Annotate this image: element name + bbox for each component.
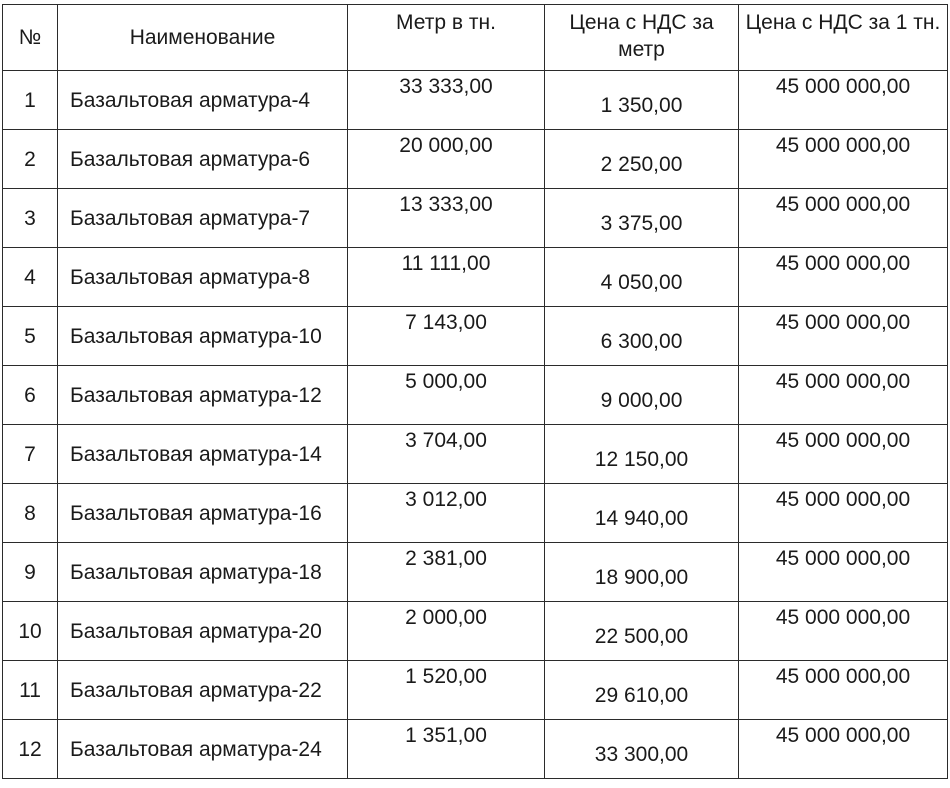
cell-name: Базальтовая арматура-20: [58, 602, 348, 661]
cell-price-per-meter: 29 610,00: [545, 661, 739, 720]
cell-meters-per-ton: 1 351,00: [348, 720, 545, 779]
cell-meters-per-ton: 7 143,00: [348, 307, 545, 366]
cell-meters-per-ton: 11 111,00: [348, 248, 545, 307]
table-row: [3, 484, 948, 543]
cell-price-per-meter: 1 350,00: [545, 71, 739, 130]
cell-name: Базальтовая арматура-6: [58, 130, 348, 189]
table-row: [3, 366, 948, 425]
cell-name: Базальтовая арматура-14: [58, 425, 348, 484]
cell-price-per-meter: 9 000,00: [545, 366, 739, 425]
cell-meters-per-ton: 33 333,00: [348, 71, 545, 130]
cell-price-per-ton: 45 000 000,00: [739, 189, 948, 248]
table-row: [3, 130, 948, 189]
cell-meters-per-ton: 2 381,00: [348, 543, 545, 602]
table-row: [3, 248, 948, 307]
table-row: [3, 189, 948, 248]
cell-num: 4: [3, 248, 58, 307]
cell-meters-per-ton: 20 000,00: [348, 130, 545, 189]
cell-price-per-ton: 45 000 000,00: [739, 602, 948, 661]
cell-name: Базальтовая арматура-22: [58, 661, 348, 720]
header-price-per-ton: Цена с НДС за 1 тн.: [739, 5, 948, 71]
cell-num: 5: [3, 307, 58, 366]
cell-meters-per-ton: 1 520,00: [348, 661, 545, 720]
table-row: [3, 602, 948, 661]
cell-name: Базальтовая арматура-12: [58, 366, 348, 425]
cell-num: 10: [3, 602, 58, 661]
cell-price-per-ton: 45 000 000,00: [739, 484, 948, 543]
table-body: [3, 71, 948, 779]
cell-price-per-meter: 2 250,00: [545, 130, 739, 189]
cell-price-per-ton: 45 000 000,00: [739, 71, 948, 130]
cell-price-per-ton: 45 000 000,00: [739, 366, 948, 425]
cell-price-per-meter: 12 150,00: [545, 425, 739, 484]
table-row: [3, 71, 948, 130]
cell-price-per-ton: 45 000 000,00: [739, 307, 948, 366]
cell-name: Базальтовая арматура-16: [58, 484, 348, 543]
cell-name: Базальтовая арматура-10: [58, 307, 348, 366]
cell-name: Базальтовая арматура-4: [58, 71, 348, 130]
cell-num: 3: [3, 189, 58, 248]
cell-price-per-meter: 4 050,00: [545, 248, 739, 307]
cell-name: Базальтовая арматура-7: [58, 189, 348, 248]
cell-price-per-meter: 14 940,00: [545, 484, 739, 543]
table-row: [3, 661, 948, 720]
cell-meters-per-ton: 2 000,00: [348, 602, 545, 661]
cell-meters-per-ton: 5 000,00: [348, 366, 545, 425]
cell-price-per-meter: 6 300,00: [545, 307, 739, 366]
cell-price-per-ton: 45 000 000,00: [739, 130, 948, 189]
cell-name: Базальтовая арматура-18: [58, 543, 348, 602]
cell-price-per-meter: 22 500,00: [545, 602, 739, 661]
cell-price-per-ton: 45 000 000,00: [739, 248, 948, 307]
cell-price-per-ton: 45 000 000,00: [739, 661, 948, 720]
table-row: [3, 307, 948, 366]
header-num: №: [3, 5, 58, 71]
cell-num: 2: [3, 130, 58, 189]
cell-meters-per-ton: 3 704,00: [348, 425, 545, 484]
header-row: [3, 5, 948, 71]
cell-price-per-ton: 45 000 000,00: [739, 720, 948, 779]
cell-num: 1: [3, 71, 58, 130]
cell-num: 8: [3, 484, 58, 543]
cell-num: 9: [3, 543, 58, 602]
table-row: [3, 425, 948, 484]
cell-num: 6: [3, 366, 58, 425]
cell-price-per-ton: 45 000 000,00: [739, 425, 948, 484]
cell-meters-per-ton: 3 012,00: [348, 484, 545, 543]
header-price-per-meter: Цена с НДС за метр: [545, 5, 739, 71]
cell-num: 7: [3, 425, 58, 484]
cell-name: Базальтовая арматура-8: [58, 248, 348, 307]
cell-name: Базальтовая арматура-24: [58, 720, 348, 779]
cell-meters-per-ton: 13 333,00: [348, 189, 545, 248]
cell-price-per-meter: 18 900,00: [545, 543, 739, 602]
table-row: [3, 720, 948, 779]
price-table: [2, 4, 948, 779]
cell-num: 12: [3, 720, 58, 779]
cell-price-per-ton: 45 000 000,00: [739, 543, 948, 602]
table-row: [3, 543, 948, 602]
header-name: Наименование: [58, 5, 348, 71]
cell-price-per-meter: 33 300,00: [545, 720, 739, 779]
cell-price-per-meter: 3 375,00: [545, 189, 739, 248]
header-meters-per-ton: Метр в тн.: [348, 5, 545, 71]
cell-num: 11: [3, 661, 58, 720]
